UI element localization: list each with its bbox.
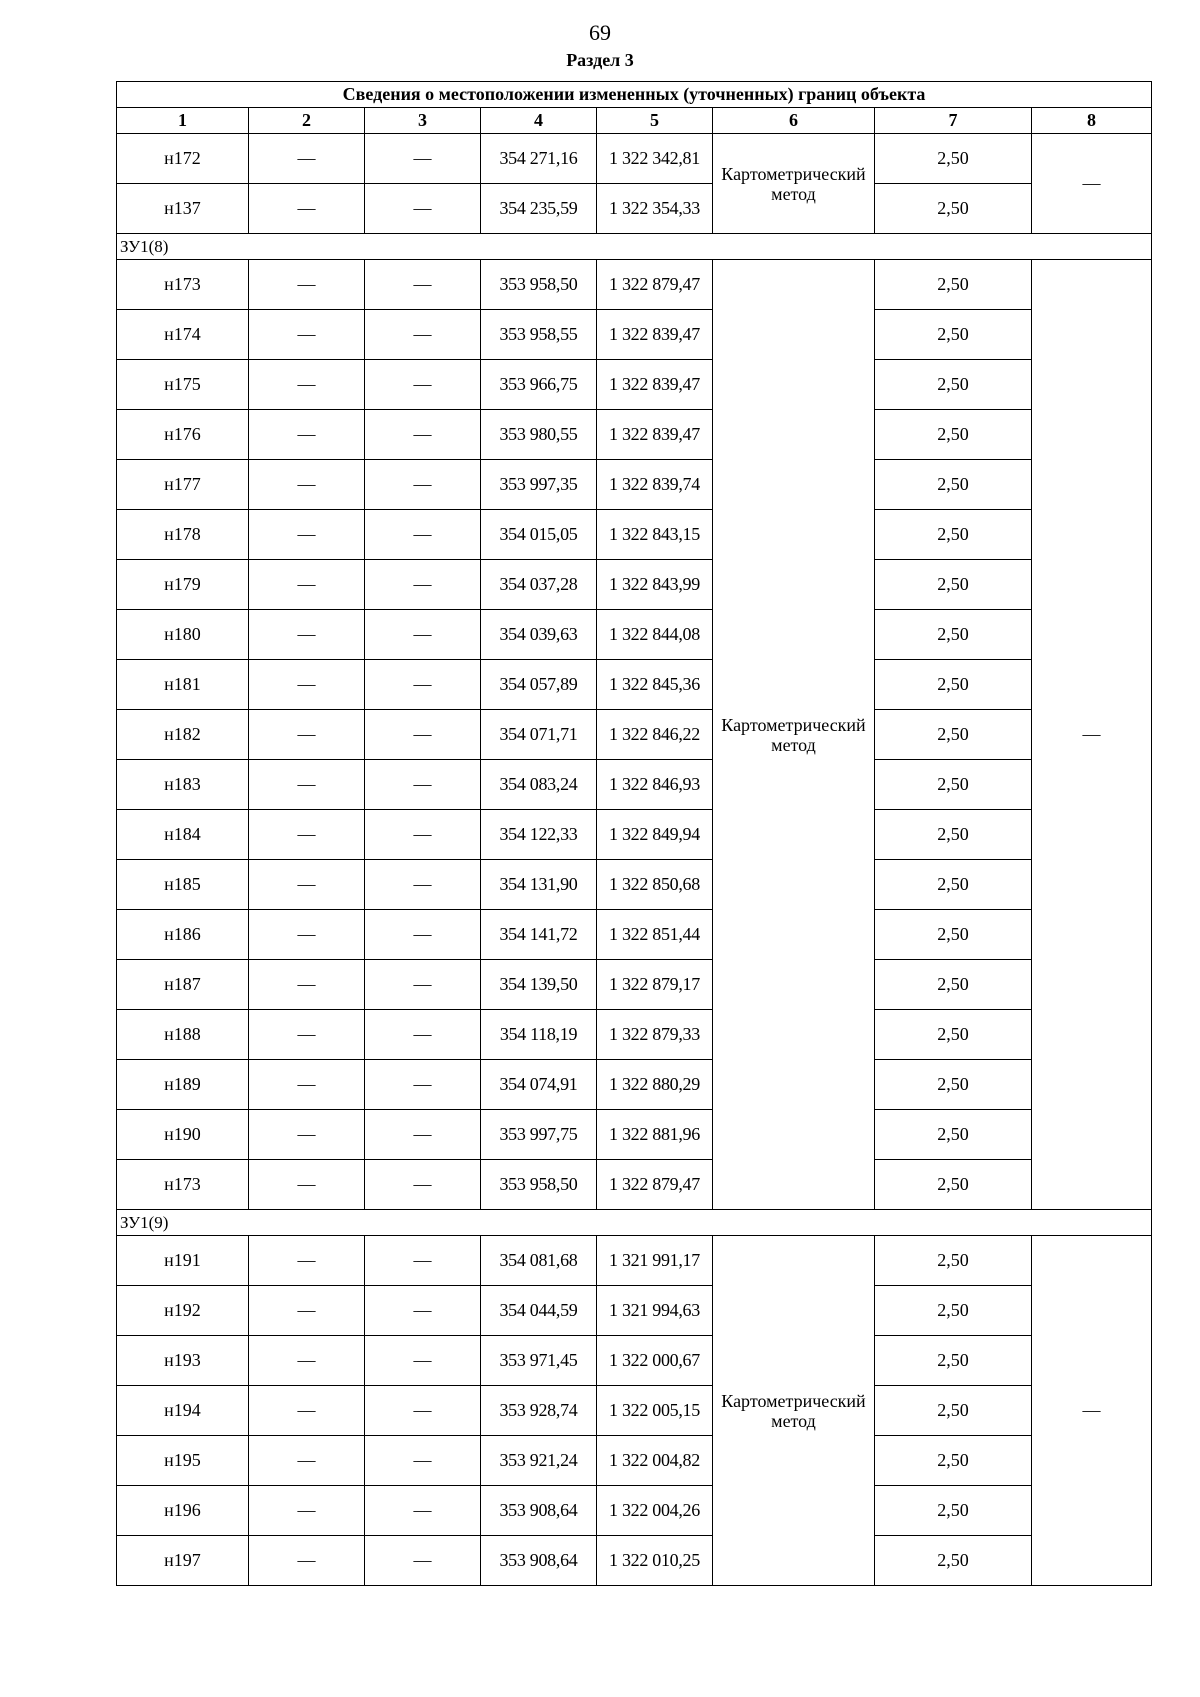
y-coordinate-cell: 1 322 845,36 [597, 660, 713, 710]
boundary-coordinates-table [116, 81, 1152, 1586]
column-number-6: 6 [713, 108, 875, 134]
y-coordinate-cell: 1 322 839,74 [597, 460, 713, 510]
point-name-cell: н174 [117, 310, 249, 360]
accuracy-cell: 2,50 [875, 910, 1032, 960]
col2-cell: — [249, 1536, 365, 1586]
x-coordinate-cell: 354 139,50 [481, 960, 597, 1010]
accuracy-cell: 2,50 [875, 1160, 1032, 1210]
col3-cell: — [365, 360, 481, 410]
col2-cell: — [249, 1110, 365, 1160]
col2-cell: — [249, 184, 365, 234]
col3-cell: — [365, 1236, 481, 1286]
y-coordinate-cell: 1 322 846,22 [597, 710, 713, 760]
point-name-cell: н185 [117, 860, 249, 910]
point-name-cell: н186 [117, 910, 249, 960]
y-coordinate-cell: 1 322 000,67 [597, 1336, 713, 1386]
method-cell: Картометрический метод [713, 1236, 875, 1586]
table-row [117, 260, 1152, 310]
col2-cell: — [249, 610, 365, 660]
col3-cell: — [365, 1110, 481, 1160]
accuracy-cell: 2,50 [875, 460, 1032, 510]
col3-cell: — [365, 1160, 481, 1210]
point-name-cell: н184 [117, 810, 249, 860]
col3-cell: — [365, 1336, 481, 1386]
point-name-cell: н182 [117, 710, 249, 760]
y-coordinate-cell: 1 322 839,47 [597, 410, 713, 460]
col2-cell: — [249, 860, 365, 910]
x-coordinate-cell: 353 997,35 [481, 460, 597, 510]
accuracy-cell: 2,50 [875, 1436, 1032, 1486]
col3-cell: — [365, 760, 481, 810]
table-row [117, 360, 1152, 410]
x-coordinate-cell: 353 958,50 [481, 1160, 597, 1210]
accuracy-cell: 2,50 [875, 810, 1032, 860]
point-name-cell: н173 [117, 260, 249, 310]
point-name-cell: н183 [117, 760, 249, 810]
x-coordinate-cell: 353 997,75 [481, 1110, 597, 1160]
table-row [117, 560, 1152, 610]
col8-cell: — [1032, 260, 1152, 1210]
col2-cell: — [249, 910, 365, 960]
table-row [117, 760, 1152, 810]
col8-cell: — [1032, 134, 1152, 234]
y-coordinate-cell: 1 322 879,17 [597, 960, 713, 1010]
column-number-2: 2 [249, 108, 365, 134]
y-coordinate-cell: 1 321 994,63 [597, 1286, 713, 1336]
y-coordinate-cell: 1 322 010,25 [597, 1536, 713, 1586]
table-row [117, 1486, 1152, 1536]
y-coordinate-cell: 1 322 881,96 [597, 1110, 713, 1160]
col2-cell: — [249, 1486, 365, 1536]
table-row [117, 1386, 1152, 1436]
x-coordinate-cell: 354 039,63 [481, 610, 597, 660]
x-coordinate-cell: 354 118,19 [481, 1010, 597, 1060]
col3-cell: — [365, 410, 481, 460]
accuracy-cell: 2,50 [875, 1286, 1032, 1336]
y-coordinate-cell: 1 322 879,33 [597, 1010, 713, 1060]
y-coordinate-cell: 1 322 839,47 [597, 310, 713, 360]
col3-cell: — [365, 1060, 481, 1110]
table-row [117, 1336, 1152, 1386]
y-coordinate-cell: 1 322 851,44 [597, 910, 713, 960]
x-coordinate-cell: 353 908,64 [481, 1536, 597, 1586]
table-row [117, 184, 1152, 234]
point-name-cell: н188 [117, 1010, 249, 1060]
accuracy-cell: 2,50 [875, 410, 1032, 460]
col2-cell: — [249, 1010, 365, 1060]
accuracy-cell: 2,50 [875, 310, 1032, 360]
group-label: ЗУ1(8) [117, 234, 1152, 260]
accuracy-cell: 2,50 [875, 1486, 1032, 1536]
accuracy-cell: 2,50 [875, 710, 1032, 760]
point-name-cell: н192 [117, 1286, 249, 1336]
col3-cell: — [365, 134, 481, 184]
y-coordinate-cell: 1 322 004,82 [597, 1436, 713, 1486]
y-coordinate-cell: 1 322 839,47 [597, 360, 713, 410]
accuracy-cell: 2,50 [875, 660, 1032, 710]
col3-cell: — [365, 1536, 481, 1586]
col2-cell: — [249, 360, 365, 410]
col2-cell: — [249, 960, 365, 1010]
table-row [117, 960, 1152, 1010]
x-coordinate-cell: 354 131,90 [481, 860, 597, 910]
col2-cell: — [249, 810, 365, 860]
col3-cell: — [365, 1286, 481, 1336]
col3-cell: — [365, 960, 481, 1010]
col2-cell: — [249, 1236, 365, 1286]
point-name-cell: н180 [117, 610, 249, 660]
accuracy-cell: 2,50 [875, 1010, 1032, 1060]
x-coordinate-cell: 354 083,24 [481, 760, 597, 810]
point-name-cell: н181 [117, 660, 249, 710]
accuracy-cell: 2,50 [875, 860, 1032, 910]
section-title: Раздел 3 [566, 50, 634, 70]
x-coordinate-cell: 354 141,72 [481, 910, 597, 960]
accuracy-cell: 2,50 [875, 1060, 1032, 1110]
point-name-cell: н195 [117, 1436, 249, 1486]
column-number-5: 5 [597, 108, 713, 134]
page-number: 69 [589, 20, 611, 45]
x-coordinate-cell: 353 958,50 [481, 260, 597, 310]
table-row [117, 1010, 1152, 1060]
point-name-cell: н137 [117, 184, 249, 234]
y-coordinate-cell: 1 322 004,26 [597, 1486, 713, 1536]
table-row [117, 910, 1152, 960]
accuracy-cell: 2,50 [875, 1386, 1032, 1436]
y-coordinate-cell: 1 322 879,47 [597, 1160, 713, 1210]
table-caption: Сведения о местоположении измененных (уточненных) границ объекта [117, 82, 1152, 108]
column-number-4: 4 [481, 108, 597, 134]
table-row [117, 1060, 1152, 1110]
col3-cell: — [365, 660, 481, 710]
table-row [117, 860, 1152, 910]
x-coordinate-cell: 353 908,64 [481, 1486, 597, 1536]
table-row [117, 660, 1152, 710]
accuracy-cell: 2,50 [875, 1110, 1032, 1160]
table-caption-row [117, 82, 1152, 108]
col2-cell: — [249, 134, 365, 184]
col2-cell: — [249, 660, 365, 710]
col3-cell: — [365, 860, 481, 910]
point-name-cell: н190 [117, 1110, 249, 1160]
accuracy-cell: 2,50 [875, 184, 1032, 234]
y-coordinate-cell: 1 322 354,33 [597, 184, 713, 234]
col2-cell: — [249, 1160, 365, 1210]
col3-cell: — [365, 610, 481, 660]
accuracy-cell: 2,50 [875, 960, 1032, 1010]
col3-cell: — [365, 1386, 481, 1436]
x-coordinate-cell: 354 015,05 [481, 510, 597, 560]
table-row [117, 1236, 1152, 1286]
x-coordinate-cell: 354 122,33 [481, 810, 597, 860]
col3-cell: — [365, 510, 481, 560]
x-coordinate-cell: 353 921,24 [481, 1436, 597, 1486]
table-row [117, 610, 1152, 660]
point-name-cell: н172 [117, 134, 249, 184]
y-coordinate-cell: 1 322 005,15 [597, 1386, 713, 1436]
x-coordinate-cell: 353 958,55 [481, 310, 597, 360]
accuracy-cell: 2,50 [875, 610, 1032, 660]
col2-cell: — [249, 560, 365, 610]
col3-cell: — [365, 460, 481, 510]
col2-cell: — [249, 260, 365, 310]
point-name-cell: н196 [117, 1486, 249, 1536]
column-number-7: 7 [875, 108, 1032, 134]
accuracy-cell: 2,50 [875, 560, 1032, 610]
x-coordinate-cell: 353 971,45 [481, 1336, 597, 1386]
y-coordinate-cell: 1 322 879,47 [597, 260, 713, 310]
accuracy-cell: 2,50 [875, 260, 1032, 310]
group-row [117, 1210, 1152, 1236]
col2-cell: — [249, 1336, 365, 1386]
table-row [117, 1536, 1152, 1586]
point-name-cell: н175 [117, 360, 249, 410]
accuracy-cell: 2,50 [875, 1536, 1032, 1586]
point-name-cell: н179 [117, 560, 249, 610]
table-row [117, 1110, 1152, 1160]
col3-cell: — [365, 1486, 481, 1536]
col3-cell: — [365, 260, 481, 310]
col3-cell: — [365, 910, 481, 960]
y-coordinate-cell: 1 322 844,08 [597, 610, 713, 660]
col8-cell: — [1032, 1236, 1152, 1586]
col2-cell: — [249, 310, 365, 360]
col3-cell: — [365, 1436, 481, 1486]
col2-cell: — [249, 1436, 365, 1486]
table-row [117, 460, 1152, 510]
x-coordinate-cell: 354 235,59 [481, 184, 597, 234]
column-number-3: 3 [365, 108, 481, 134]
x-coordinate-cell: 354 044,59 [481, 1286, 597, 1336]
point-name-cell: н173 [117, 1160, 249, 1210]
method-cell: Картометрический метод [713, 260, 875, 1210]
y-coordinate-cell: 1 321 991,17 [597, 1236, 713, 1286]
x-coordinate-cell: 354 271,16 [481, 134, 597, 184]
point-name-cell: н189 [117, 1060, 249, 1110]
group-row [117, 234, 1152, 260]
col2-cell: — [249, 1386, 365, 1436]
y-coordinate-cell: 1 322 849,94 [597, 810, 713, 860]
point-name-cell: н197 [117, 1536, 249, 1586]
y-coordinate-cell: 1 322 843,99 [597, 560, 713, 610]
y-coordinate-cell: 1 322 843,15 [597, 510, 713, 560]
col2-cell: — [249, 1286, 365, 1336]
col2-cell: — [249, 710, 365, 760]
x-coordinate-cell: 354 081,68 [481, 1236, 597, 1286]
point-name-cell: н191 [117, 1236, 249, 1286]
y-coordinate-cell: 1 322 850,68 [597, 860, 713, 910]
x-coordinate-cell: 353 980,55 [481, 410, 597, 460]
table-row [117, 1160, 1152, 1210]
col2-cell: — [249, 460, 365, 510]
x-coordinate-cell: 354 057,89 [481, 660, 597, 710]
x-coordinate-cell: 353 928,74 [481, 1386, 597, 1436]
point-name-cell: н194 [117, 1386, 249, 1436]
col2-cell: — [249, 510, 365, 560]
accuracy-cell: 2,50 [875, 1336, 1032, 1386]
point-name-cell: н193 [117, 1336, 249, 1386]
col2-cell: — [249, 1060, 365, 1110]
col2-cell: — [249, 410, 365, 460]
col3-cell: — [365, 184, 481, 234]
table-row [117, 310, 1152, 360]
x-coordinate-cell: 353 966,75 [481, 360, 597, 410]
point-name-cell: н177 [117, 460, 249, 510]
y-coordinate-cell: 1 322 846,93 [597, 760, 713, 810]
table-row [117, 710, 1152, 760]
accuracy-cell: 2,50 [875, 134, 1032, 184]
group-label: ЗУ1(9) [117, 1210, 1152, 1236]
accuracy-cell: 2,50 [875, 760, 1032, 810]
column-number-8: 8 [1032, 108, 1152, 134]
table-row [117, 510, 1152, 560]
y-coordinate-cell: 1 322 342,81 [597, 134, 713, 184]
table-row [117, 410, 1152, 460]
col3-cell: — [365, 310, 481, 360]
table-row [117, 1436, 1152, 1486]
method-cell: Картометрический метод [713, 134, 875, 234]
x-coordinate-cell: 354 037,28 [481, 560, 597, 610]
table-row [117, 810, 1152, 860]
col3-cell: — [365, 560, 481, 610]
y-coordinate-cell: 1 322 880,29 [597, 1060, 713, 1110]
x-coordinate-cell: 354 074,91 [481, 1060, 597, 1110]
point-name-cell: н176 [117, 410, 249, 460]
table-row [117, 1286, 1152, 1336]
point-name-cell: н178 [117, 510, 249, 560]
accuracy-cell: 2,50 [875, 510, 1032, 560]
col3-cell: — [365, 710, 481, 760]
column-number-1: 1 [117, 108, 249, 134]
point-name-cell: н187 [117, 960, 249, 1010]
x-coordinate-cell: 354 071,71 [481, 710, 597, 760]
accuracy-cell: 2,50 [875, 360, 1032, 410]
table-row [117, 134, 1152, 184]
col3-cell: — [365, 1010, 481, 1060]
col2-cell: — [249, 760, 365, 810]
accuracy-cell: 2,50 [875, 1236, 1032, 1286]
column-number-row [117, 108, 1152, 134]
col3-cell: — [365, 810, 481, 860]
